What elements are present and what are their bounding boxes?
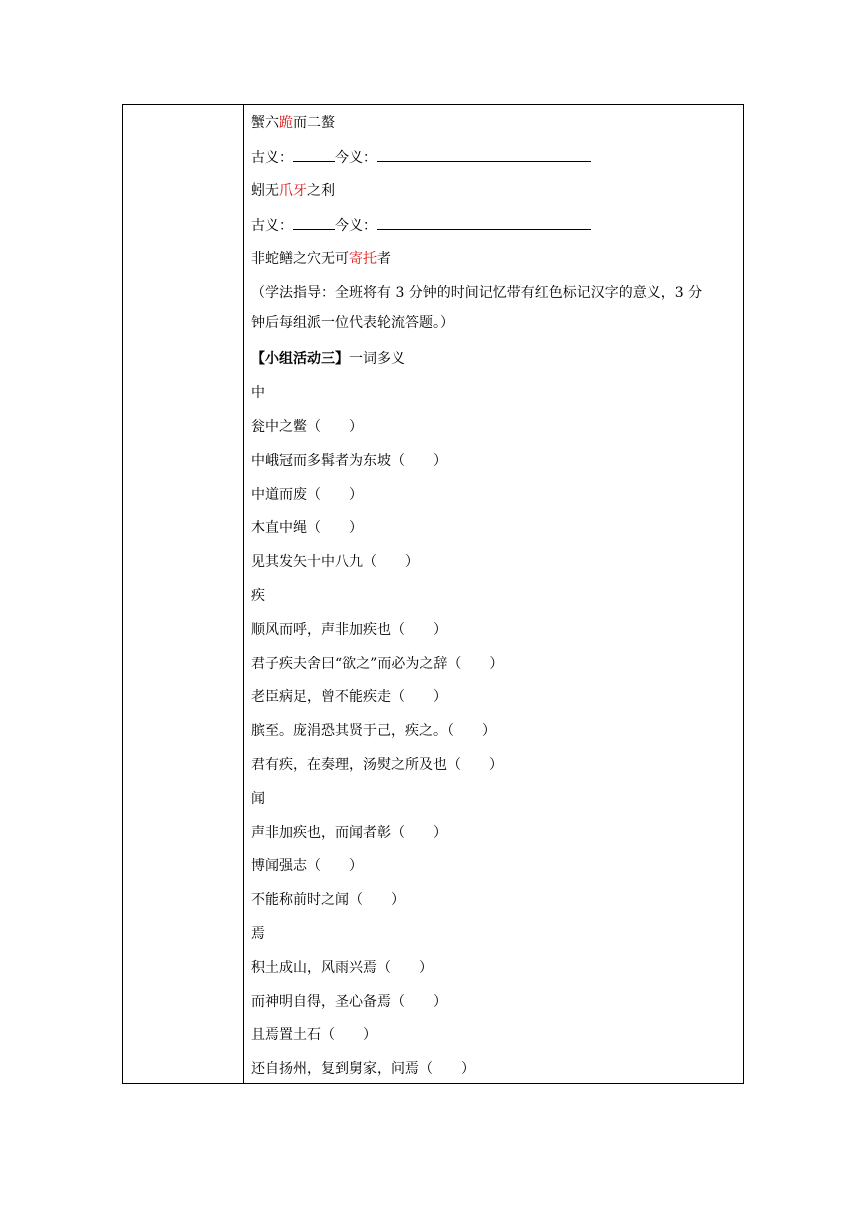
highlight-word: 寄托 (349, 251, 377, 267)
vocab-sentence-1: 蟹六跪而二螯 (251, 115, 335, 131)
question-item: 博闻强志（ ） (251, 858, 363, 874)
question-item: 见其发矢十中八九（ ） (251, 554, 419, 570)
question-item: 君有疾，在奏理，汤熨之所及也（ ） (251, 757, 503, 773)
keyword-ji: 疾 (251, 588, 265, 604)
modern-meaning-blank[interactable] (377, 215, 591, 230)
keyword-yan: 焉 (251, 926, 265, 942)
study-guide-line-2: 钟后每组派一位代表轮流答题。） (251, 315, 454, 331)
question-item: 木直中绳（ ） (251, 520, 363, 536)
column-divider (243, 105, 244, 1083)
modern-meaning-blank[interactable] (377, 147, 591, 162)
question-item: 还自扬州，复到舅家，问焉（ ） (251, 1061, 475, 1077)
highlight-word: 爪牙 (279, 183, 307, 199)
question-item: 老臣病足，曾不能疾走（ ） (251, 689, 447, 705)
question-item: 中峨冠而多髯者为东坡（ ） (251, 453, 447, 469)
vocab-sentence-2: 蚓无爪牙之利 (251, 183, 335, 199)
meaning-row-2: 古义： 今义： (251, 215, 737, 235)
question-item: 君子疾夫舍曰“欲之”而必为之辞（ ） (251, 656, 504, 672)
question-item: 瓮中之鳖（ ） (251, 419, 363, 435)
question-item: 且焉置土石（ ） (251, 1027, 377, 1043)
highlight-word: 跪 (279, 115, 293, 131)
question-item: 不能称前时之闻（ ） (251, 892, 405, 908)
meaning-row-1: 古义： 今义： (251, 147, 737, 167)
question-item: 顺风而呼，声非加疾也（ ） (251, 622, 447, 638)
section-heading: 【小组活动三】一词多义 (251, 351, 405, 367)
question-item: 声非加疾也，而闻者彰（ ） (251, 825, 447, 841)
vocab-sentence-3: 非蛇鳝之穴无可寄托者 (251, 251, 391, 267)
question-item: 而神明自得，圣心备焉（ ） (251, 994, 447, 1010)
ancient-meaning-blank[interactable] (293, 147, 335, 162)
worksheet-table (122, 104, 744, 1084)
study-guide-line-1: （学法指导：全班将有 3 分钟的时间记忆带有红色标记汉字的意义，3 分 (251, 285, 703, 301)
question-item: 膑至。庞涓恐其贤于己，疾之。（ ） (251, 723, 496, 739)
ancient-meaning-blank[interactable] (293, 215, 335, 230)
question-item: 中道而废（ ） (251, 487, 363, 503)
keyword-wen: 闻 (251, 791, 265, 807)
question-item: 积土成山，风雨兴焉（ ） (251, 960, 433, 976)
keyword-zhong: 中 (251, 385, 265, 401)
